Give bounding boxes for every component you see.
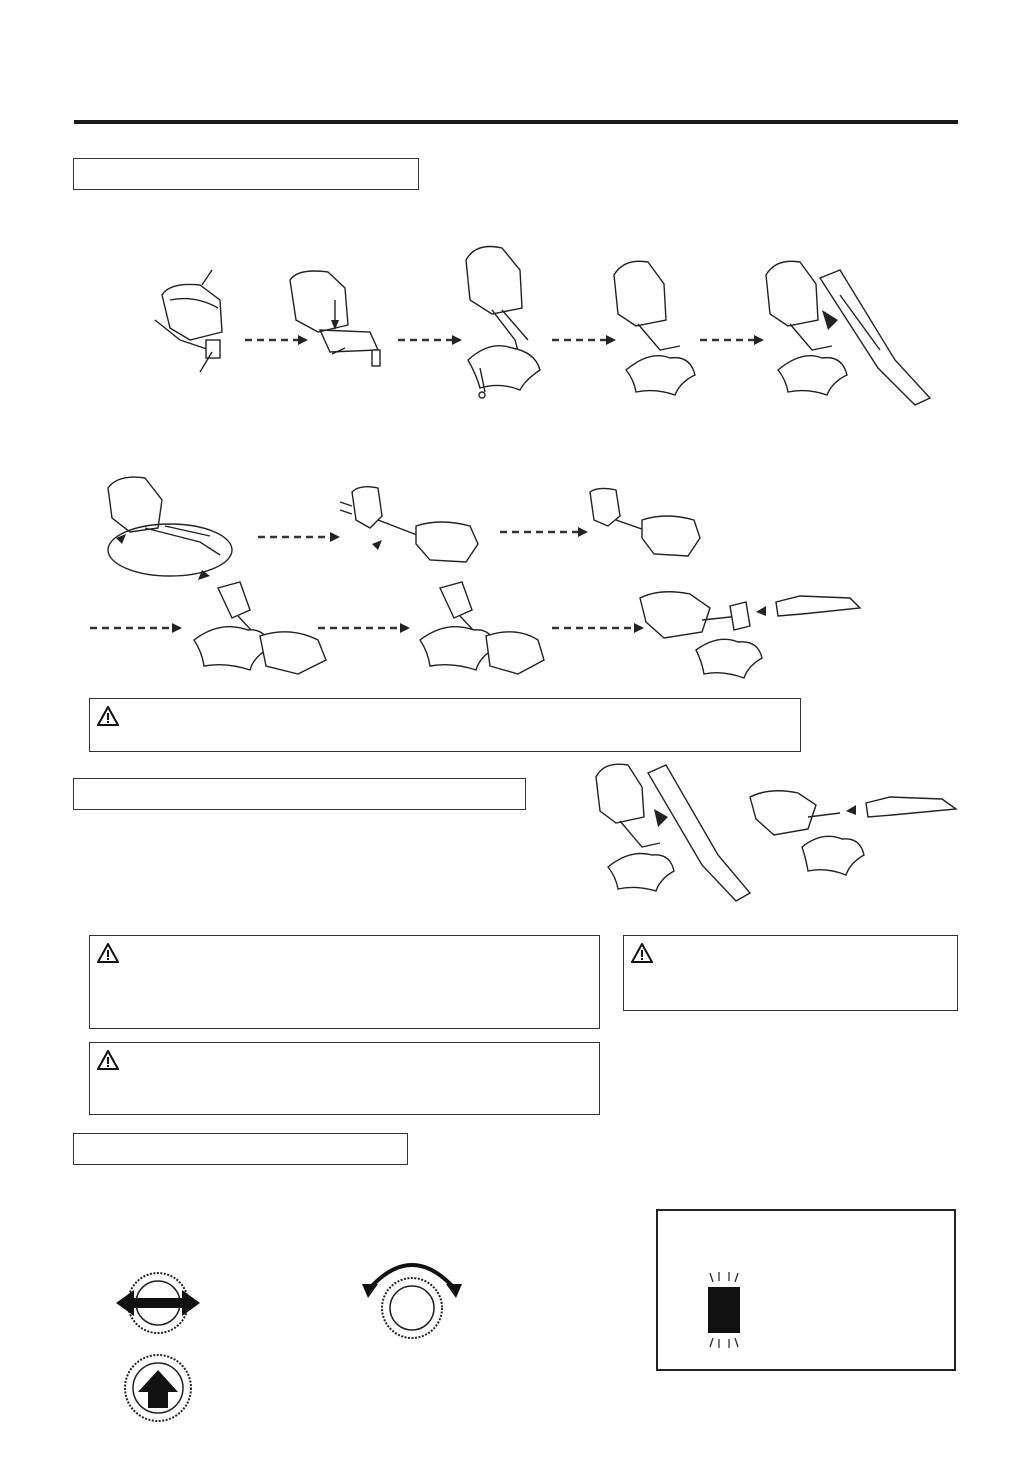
dial-rotate-left-right-icon	[112, 1268, 204, 1338]
attachment-illustrations	[590, 755, 970, 915]
section-2-box	[73, 778, 526, 810]
headrest-illustration-8	[590, 488, 700, 556]
warning-triangle-icon	[97, 706, 119, 726]
dial-press-icon	[122, 1352, 194, 1424]
warning-triangle-icon	[631, 943, 653, 963]
headrest-illustration-3	[466, 247, 540, 399]
headrest-illustration-7	[340, 487, 478, 562]
header-rule	[74, 120, 958, 124]
warning-box-3	[623, 935, 958, 1011]
assembly-step-row-2	[90, 470, 870, 690]
section-1-box	[73, 158, 419, 190]
headrest-illustration-9	[194, 582, 326, 674]
warning-triangle-icon	[97, 1050, 119, 1070]
section-3-box	[73, 1133, 408, 1165]
assembly-step-row-1	[140, 240, 960, 410]
headrest-illustration-1	[155, 270, 222, 372]
headrest-illustration-12	[596, 764, 750, 901]
headrest-illustration-5	[766, 261, 930, 405]
headrest-illustration-4	[614, 261, 695, 395]
headrest-illustration-13	[750, 791, 956, 875]
headrest-illustration-11	[640, 592, 860, 678]
blinking-indicator-icon	[702, 1271, 746, 1349]
headrest-illustration-10	[420, 582, 544, 674]
indicator-info-box	[656, 1209, 956, 1371]
warning-box-4	[89, 1042, 600, 1115]
headrest-illustration-2	[290, 271, 380, 366]
warning-triangle-icon	[97, 943, 119, 963]
dial-rotate-icon	[356, 1250, 468, 1345]
headrest-illustration-6	[108, 477, 232, 580]
warning-box-1	[89, 698, 801, 752]
warning-box-2	[89, 935, 600, 1029]
